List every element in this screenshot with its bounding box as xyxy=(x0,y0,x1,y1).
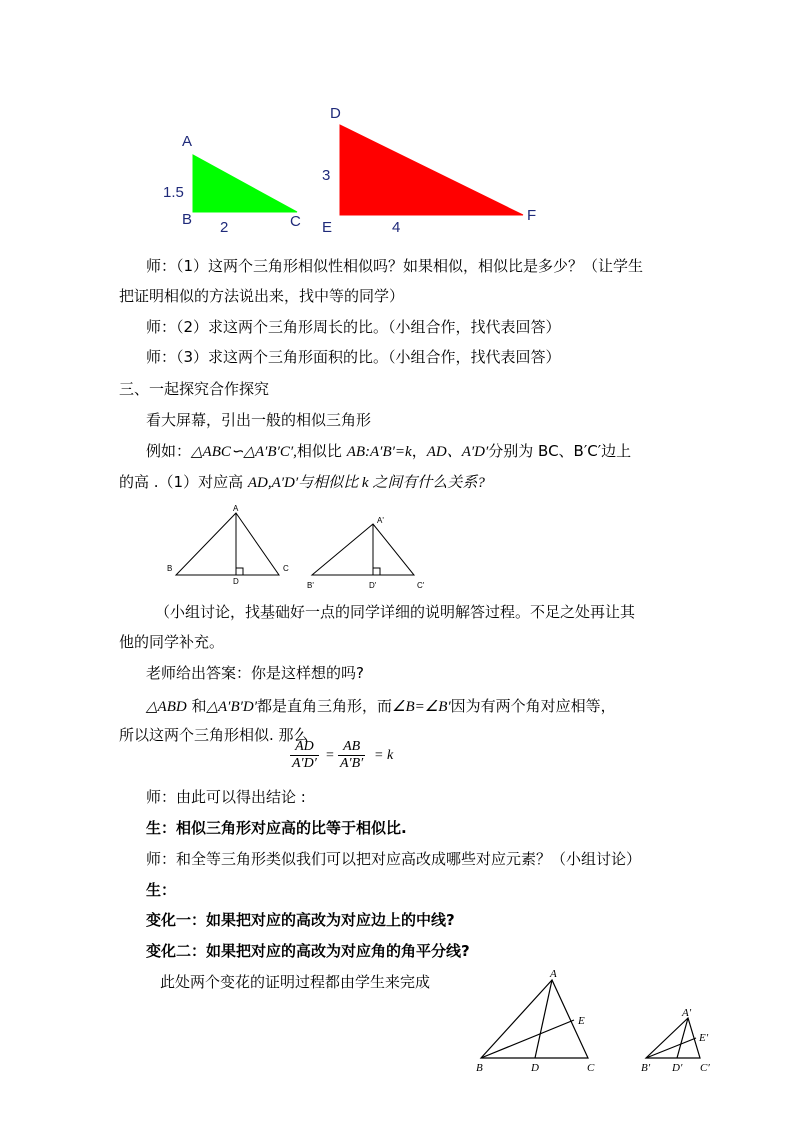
question-more-elements: 师：和全等三角形类似我们可以把对应高改成哪些对应元素？（小组讨论） xyxy=(146,850,642,868)
variation-2: 变化二：如果把对应的高改为对应角的角平分线? xyxy=(146,942,470,960)
fig2-label-A-prime: A' xyxy=(377,516,384,525)
fig2-label-A: A xyxy=(233,504,239,513)
fig3-label-A: A xyxy=(550,968,557,980)
group-discuss-line-1: （小组讨论，找基础好一点的同学详细的说明解答过程。不足之处再让其 xyxy=(155,603,636,621)
small-green-triangle xyxy=(193,155,297,212)
large-red-triangle xyxy=(340,125,523,215)
fig3-label-B: B xyxy=(476,1062,483,1074)
frac1-denominator: A′D′ xyxy=(292,756,317,771)
side-de-length: 3 xyxy=(322,167,331,184)
question-2: 师：（2）求这两个三角形周长的比。（小组合作，找代表回答） xyxy=(146,318,561,336)
fig3-label-C: C xyxy=(587,1062,595,1074)
example-rest: 分别为 BC、B′C′边上 xyxy=(488,442,632,460)
label-E: E xyxy=(322,219,333,236)
proof-line-2: 所以这两个三角形相似. 那么 xyxy=(119,726,309,744)
proof-angle-eq: ∠B=∠B′ xyxy=(392,699,451,715)
triangle-a-prime xyxy=(312,524,414,575)
note-students-prove: 此处两个变花的证明过程都由学生来完成 xyxy=(160,973,431,991)
fig3-label-D-prime: D′ xyxy=(672,1062,683,1074)
example-line-2-a: 的高 .（1）对应高 xyxy=(119,473,248,491)
example-triangles: △ABC∽△A′B′C′, xyxy=(191,444,297,460)
section-3-heading: 三、一起探究合作探究 xyxy=(119,380,270,398)
fig3-label-E-prime: E′ xyxy=(699,1032,709,1044)
question-3: 师：（3）求这两个三角形面积的比。（小组合作，找代表回答） xyxy=(146,348,561,366)
fig3-label-D: D xyxy=(531,1062,539,1074)
fraction-ad-over-a-prime-d-prime xyxy=(290,739,319,772)
fig3-label-C-prime: C′ xyxy=(700,1062,710,1074)
similar-triangles-figure xyxy=(150,95,550,240)
proof-right-triangles: 都是直角三角形，而 xyxy=(257,697,393,715)
side-ef-length: 4 xyxy=(392,219,401,236)
conclusion-intro: 师：由此可以得出结论 : xyxy=(146,788,306,806)
proof-and: 和 xyxy=(186,697,207,715)
proof-line-1 xyxy=(146,696,616,717)
right-angle-mark-d-prime xyxy=(373,568,380,575)
example-heights: AD、A′D′ xyxy=(426,444,489,460)
big-screen-text: 看大屏幕，引出一般的相似三角形 xyxy=(146,411,372,429)
triangle-abc xyxy=(176,513,279,575)
fig2-label-C-prime: C' xyxy=(417,581,425,590)
fig2-label-D: D xyxy=(233,577,239,586)
fig2-label-B-prime: B' xyxy=(307,581,314,590)
fig3-label-A-prime: A′ xyxy=(682,1007,692,1019)
label-B: B xyxy=(182,211,193,228)
proof-tri-abd: △ABD xyxy=(146,699,187,715)
question-1-line-1: 师：（1）这两个三角形相似性相似吗？如果相似，相似比是多少？（让学生 xyxy=(146,257,644,275)
label-C: C xyxy=(290,213,301,230)
fig2-label-B: B xyxy=(167,564,173,573)
altitude-triangles-figure xyxy=(160,500,440,595)
fig2-label-D-prime: D' xyxy=(369,581,377,590)
median-bisector-figure xyxy=(470,965,725,1080)
frac2-denominator: A′B′ xyxy=(340,756,364,771)
small-segment-b-prime-e-prime xyxy=(646,1038,696,1058)
equals-sign: = xyxy=(326,748,334,763)
frac2-numerator: AB xyxy=(338,739,365,756)
example-prefix: 例如： xyxy=(146,442,192,460)
label-A: A xyxy=(182,133,193,150)
big-segment-be xyxy=(481,1020,574,1058)
equals-k: = k xyxy=(374,748,394,763)
fraction-ab-over-a-prime-b-prime xyxy=(338,739,365,772)
question-1-line-2: 把证明相似的方法说出来，找中等的同学） xyxy=(119,287,405,305)
side-bc-length: 2 xyxy=(220,219,229,236)
label-D: D xyxy=(330,105,341,122)
fig2-label-C: C xyxy=(283,564,289,573)
example-comma: ， xyxy=(411,442,427,460)
proof-tri-abd-prime: △A′B′D′ xyxy=(206,699,258,715)
conclusion: 生：相似三角形对应高的比等于相似比. xyxy=(146,819,407,837)
example-ratio: AB:A′B′=k xyxy=(346,444,412,460)
big-segment-ad xyxy=(535,980,552,1058)
example-mid: 相似比 xyxy=(296,442,347,460)
frac1-numerator: AD xyxy=(290,739,319,756)
right-angle-mark-d xyxy=(236,568,243,575)
group-discuss-line-2: 他的同学补充。 xyxy=(119,633,225,651)
example-line-2-b: AD,A′D′与相似比 k 之间有什么关系? xyxy=(247,475,485,491)
example-line-1 xyxy=(146,441,631,462)
side-ab-length: 1.5 xyxy=(163,184,184,201)
student-label: 生： xyxy=(146,881,177,899)
label-F: F xyxy=(527,207,537,224)
proof-reason: 因为有两个角对应相等， xyxy=(450,697,616,715)
fig3-label-E: E xyxy=(578,1015,585,1027)
big-triangle-abc xyxy=(481,980,588,1058)
fig3-label-B-prime: B′ xyxy=(641,1062,651,1074)
example-line-2 xyxy=(119,472,485,493)
variation-1: 变化一：如果把对应的高改为对应边上的中线? xyxy=(146,911,455,929)
teacher-answer: 老师给出答案：你是这样想的吗? xyxy=(146,664,364,682)
small-triangle-a-prime xyxy=(646,1018,700,1058)
